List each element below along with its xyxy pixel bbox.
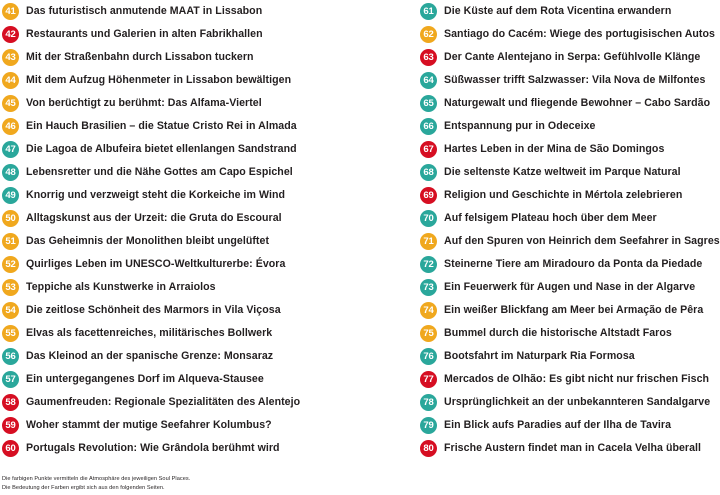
entry-title: Ein untergegangenes Dorf im Alqueva-Stausee [26, 373, 264, 385]
footnote-line-1: Die farbigen Punkte vermitteln die Atmosphäre des jeweiligen Soul Places. [2, 476, 191, 483]
entry-number-badge: 63 [420, 49, 437, 66]
entry-title: Die Küste auf dem Rota Vicentina erwandern [444, 5, 672, 17]
list-item[interactable] [0, 0, 360, 23]
entry-number-badge: 42 [2, 26, 19, 43]
entry-number-badge: 55 [2, 325, 19, 342]
entry-title: Das Kleinod an der spanische Grenze: Monsaraz [26, 350, 274, 362]
entry-number-badge: 60 [2, 440, 19, 457]
entry-number-badge: 67 [420, 141, 437, 158]
footnote [2, 475, 190, 492]
entry-title: Hartes Leben in der Mina de São Domingos [444, 143, 665, 155]
entry-title: Entspannung pur in Odeceixe [444, 120, 596, 132]
entry-number-badge: 44 [2, 72, 19, 89]
entry-number-badge: 65 [420, 95, 437, 112]
entry-number-badge: 51 [2, 233, 19, 250]
entry-title: Elvas als facettenreiches, militärisches Bollwerk [26, 327, 273, 339]
entry-title: Das Geheimnis der Monolithen bleibt ungelüftet [26, 235, 270, 247]
entry-number-badge: 50 [2, 210, 19, 227]
entry-title: Mercados de Olhão: Es gibt nicht nur frischen Fisch [444, 373, 710, 385]
entry-number-badge: 52 [2, 256, 19, 273]
entry-title: Auf felsigem Plateau hoch über dem Meer [444, 212, 657, 224]
entry-number-badge: 61 [420, 3, 437, 20]
right-entry-column [360, 0, 720, 460]
entry-title: Von berüchtigt zu berühmt: Das Alfama-Viertel [26, 97, 262, 109]
list-item[interactable] [418, 299, 720, 322]
entry-number-badge: 57 [2, 371, 19, 388]
left-entry-column [0, 0, 360, 460]
entry-title: Religion und Geschichte in Mértola zelebrieren [444, 189, 683, 201]
list-item[interactable] [418, 184, 720, 207]
entry-number-badge: 77 [420, 371, 437, 388]
list-item[interactable] [418, 368, 720, 391]
entry-title: Gaumenfreuden: Regionale Spezialitäten des Alentejo [26, 396, 301, 408]
entry-number-badge: 62 [420, 26, 437, 43]
list-item[interactable] [418, 414, 720, 437]
entry-number-badge: 68 [420, 164, 437, 181]
list-item[interactable] [418, 276, 720, 299]
list-item[interactable] [0, 184, 360, 207]
entry-number-badge: 47 [2, 141, 19, 158]
list-item[interactable] [0, 414, 360, 437]
list-item[interactable] [0, 23, 360, 46]
list-item[interactable] [418, 92, 720, 115]
entry-title: Alltagskunst aus der Urzeit: die Gruta do Escoural [26, 212, 282, 224]
entry-title: Teppiche als Kunstwerke in Arraiolos [26, 281, 216, 293]
footnote-line-2: Die Bedeutung der Farben ergibt sich aus den folgenden Seiten. [2, 484, 165, 491]
entry-number-badge: 46 [2, 118, 19, 135]
list-item[interactable] [0, 230, 360, 253]
entry-title: Bummel durch die historische Altstadt Faros [444, 327, 672, 339]
entry-number-badge: 53 [2, 279, 19, 296]
entry-title: Ursprünglichkeit an der unbekannteren Sandalgarve [444, 396, 711, 408]
list-item[interactable] [0, 46, 360, 69]
entry-title: Knorrig und verzweigt steht die Korkeiche im Wind [26, 189, 285, 201]
list-item[interactable] [418, 69, 720, 92]
list-item[interactable] [418, 115, 720, 138]
entry-number-badge: 45 [2, 95, 19, 112]
entry-title: Naturgewalt und fliegende Bewohner – Cabo Sardão [444, 97, 711, 109]
list-item[interactable] [418, 207, 720, 230]
entry-number-badge: 71 [420, 233, 437, 250]
entry-title: Ein weißer Blickfang am Meer bei Armação de Pêra [444, 304, 704, 316]
list-item[interactable] [0, 161, 360, 184]
entry-title: Santiago do Cacém: Wiege des portugisischen Autos [444, 28, 715, 40]
entry-number-badge: 59 [2, 417, 19, 434]
entry-number-badge: 49 [2, 187, 19, 204]
list-item[interactable] [0, 368, 360, 391]
list-item[interactable] [418, 23, 720, 46]
entry-number-badge: 41 [2, 3, 19, 20]
entry-title: Frische Austern findet man in Cacela Velha überall [444, 442, 702, 454]
list-item[interactable] [0, 437, 360, 460]
entry-title: Die Lagoa de Albufeira bietet ellenlangen Sandstrand [26, 143, 297, 155]
list-item[interactable] [0, 299, 360, 322]
entry-title: Portugals Revolution: Wie Grândola berühmt wird [26, 442, 280, 454]
list-item[interactable] [418, 138, 720, 161]
list-item[interactable] [0, 207, 360, 230]
entry-title: Ein Blick aufs Paradies auf der Ilha de Tavira [444, 419, 672, 431]
list-item[interactable] [0, 391, 360, 414]
entry-title: Süßwasser trifft Salzwasser: Vila Nova de Milfontes [444, 74, 706, 86]
entry-title: Auf den Spuren von Heinrich dem Seefahrer in Sagres [444, 235, 720, 247]
list-item[interactable] [0, 345, 360, 368]
list-item[interactable] [418, 0, 720, 23]
entry-title: Woher stammt der mutige Seefahrer Kolumbus? [26, 419, 272, 431]
entry-title: Ein Feuerwerk für Augen und Nase in der Algarve [444, 281, 696, 293]
entry-number-badge: 75 [420, 325, 437, 342]
list-item[interactable] [418, 322, 720, 345]
list-item[interactable] [0, 253, 360, 276]
entry-title: Bootsfahrt im Naturpark Ria Formosa [444, 350, 635, 362]
entry-number-badge: 73 [420, 279, 437, 296]
list-item[interactable] [418, 230, 720, 253]
entry-number-badge: 78 [420, 394, 437, 411]
list-item[interactable] [0, 276, 360, 299]
list-item[interactable] [418, 161, 720, 184]
entry-number-badge: 76 [420, 348, 437, 365]
entry-title: Mit der Straßenbahn durch Lissabon tuckern [26, 51, 254, 63]
list-item[interactable] [0, 69, 360, 92]
list-item[interactable] [418, 437, 720, 460]
entry-title: Der Cante Alentejano in Serpa: Gefühlvolle Klänge [444, 51, 701, 63]
entry-number-badge: 69 [420, 187, 437, 204]
entry-number-badge: 66 [420, 118, 437, 135]
entry-number-badge: 56 [2, 348, 19, 365]
list-item[interactable] [418, 253, 720, 276]
entry-title: Restaurants und Galerien in alten Fabrikhallen [26, 28, 263, 40]
entry-title: Steinerne Tiere am Miradouro da Ponta da Piedade [444, 258, 703, 270]
entry-number-badge: 72 [420, 256, 437, 273]
entry-number-badge: 58 [2, 394, 19, 411]
list-item[interactable] [0, 138, 360, 161]
list-item[interactable] [418, 391, 720, 414]
list-item[interactable] [418, 345, 720, 368]
entry-number-badge: 70 [420, 210, 437, 227]
entry-number-badge: 43 [2, 49, 19, 66]
entry-number-badge: 48 [2, 164, 19, 181]
list-item[interactable] [418, 46, 720, 69]
entry-title: Die zeitlose Schönheit des Marmors in Vila Viçosa [26, 304, 281, 316]
entry-title: Quirliges Leben im UNESCO-Weltkulturerbe: Évora [26, 258, 286, 270]
list-item[interactable] [0, 115, 360, 138]
entry-number-badge: 64 [420, 72, 437, 89]
entry-number-badge: 80 [420, 440, 437, 457]
entry-title: Das futuristisch anmutende MAAT in Lissabon [26, 5, 263, 17]
entry-number-badge: 79 [420, 417, 437, 434]
entry-title: Die seltenste Katze weltweit im Parque Natural [444, 166, 681, 178]
list-item[interactable] [0, 92, 360, 115]
entry-title: Ein Hauch Brasilien – die Statue Cristo Rei in Almada [26, 120, 297, 132]
entry-title: Lebensretter und die Nähe Gottes am Capo Espichel [26, 166, 293, 178]
entry-number-badge: 54 [2, 302, 19, 319]
list-item[interactable] [0, 322, 360, 345]
entry-number-badge: 74 [420, 302, 437, 319]
entry-title: Mit dem Aufzug Höhenmeter in Lissabon bewältigen [26, 74, 292, 86]
